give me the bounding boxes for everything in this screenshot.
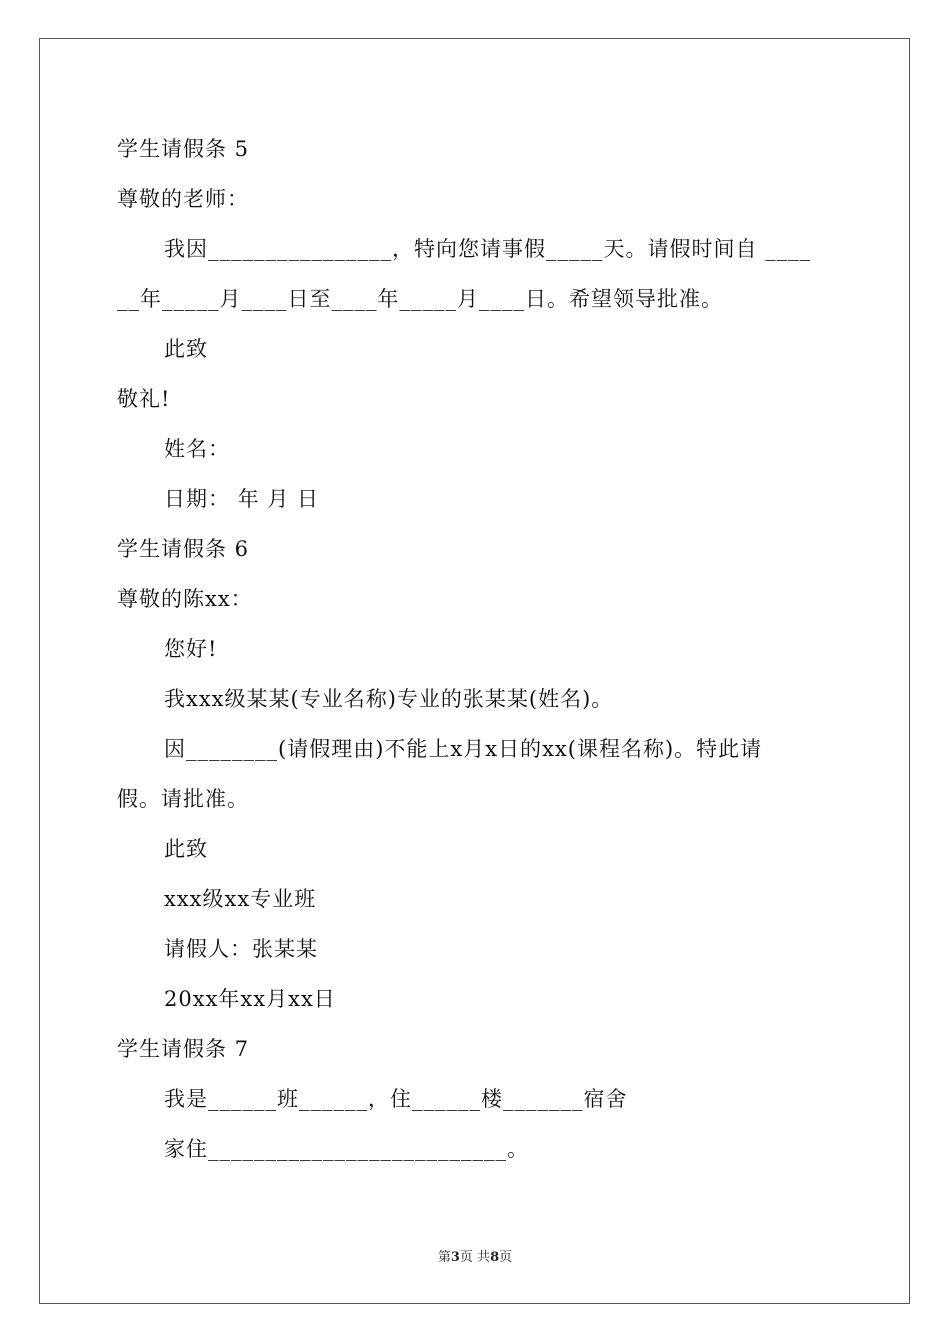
footer-prefix: 第 [437, 1250, 451, 1265]
body-text: 我xxx级某某(专业名称)专业的张某某(姓名)。 [164, 687, 614, 711]
salutation: 尊敬的陈xx： [117, 587, 253, 611]
signature-date: 日期： 年 月 日 [164, 487, 320, 511]
section-title-6: 学生请假条 6 [117, 537, 250, 561]
body-text: 我是______班______，住______楼_______宿舍 [164, 1087, 628, 1111]
signature-name: 请假人：张某某 [164, 937, 318, 961]
body-text: 假。请批准。 [117, 787, 249, 811]
page-border [39, 38, 910, 1304]
body-text: 因________(请假理由)不能上x月x日的xx(课程名称)。特此请 [164, 737, 763, 761]
body-text: 家住__________________________。 [164, 1137, 529, 1161]
signature-date: 20xx年xx月xx日 [164, 987, 336, 1011]
signature-name: 姓名： [164, 437, 230, 461]
current-page-number: 3 [450, 1250, 460, 1265]
salutation: 尊敬的老师： [117, 187, 249, 211]
body-text: __年_____月____日至____年_____月____日。希望领导批准。 [117, 287, 723, 311]
body-text: 我因________________，特向您请事假_____天。请假时间自 ____ [164, 237, 812, 261]
page-footer [0, 1246, 950, 1265]
section-title-5: 学生请假条 5 [117, 137, 250, 161]
closing: 此致 [164, 837, 208, 861]
footer-suffix: 页 [499, 1250, 513, 1265]
total-page-number: 8 [490, 1250, 500, 1265]
greeting: 您好! [164, 637, 218, 661]
closing: 敬礼! [117, 387, 171, 411]
signature-class: xxx级xx专业班 [164, 887, 317, 911]
section-title-7: 学生请假条 7 [117, 1037, 250, 1061]
closing: 此致 [164, 337, 208, 361]
footer-middle: 页 共 [459, 1250, 491, 1265]
